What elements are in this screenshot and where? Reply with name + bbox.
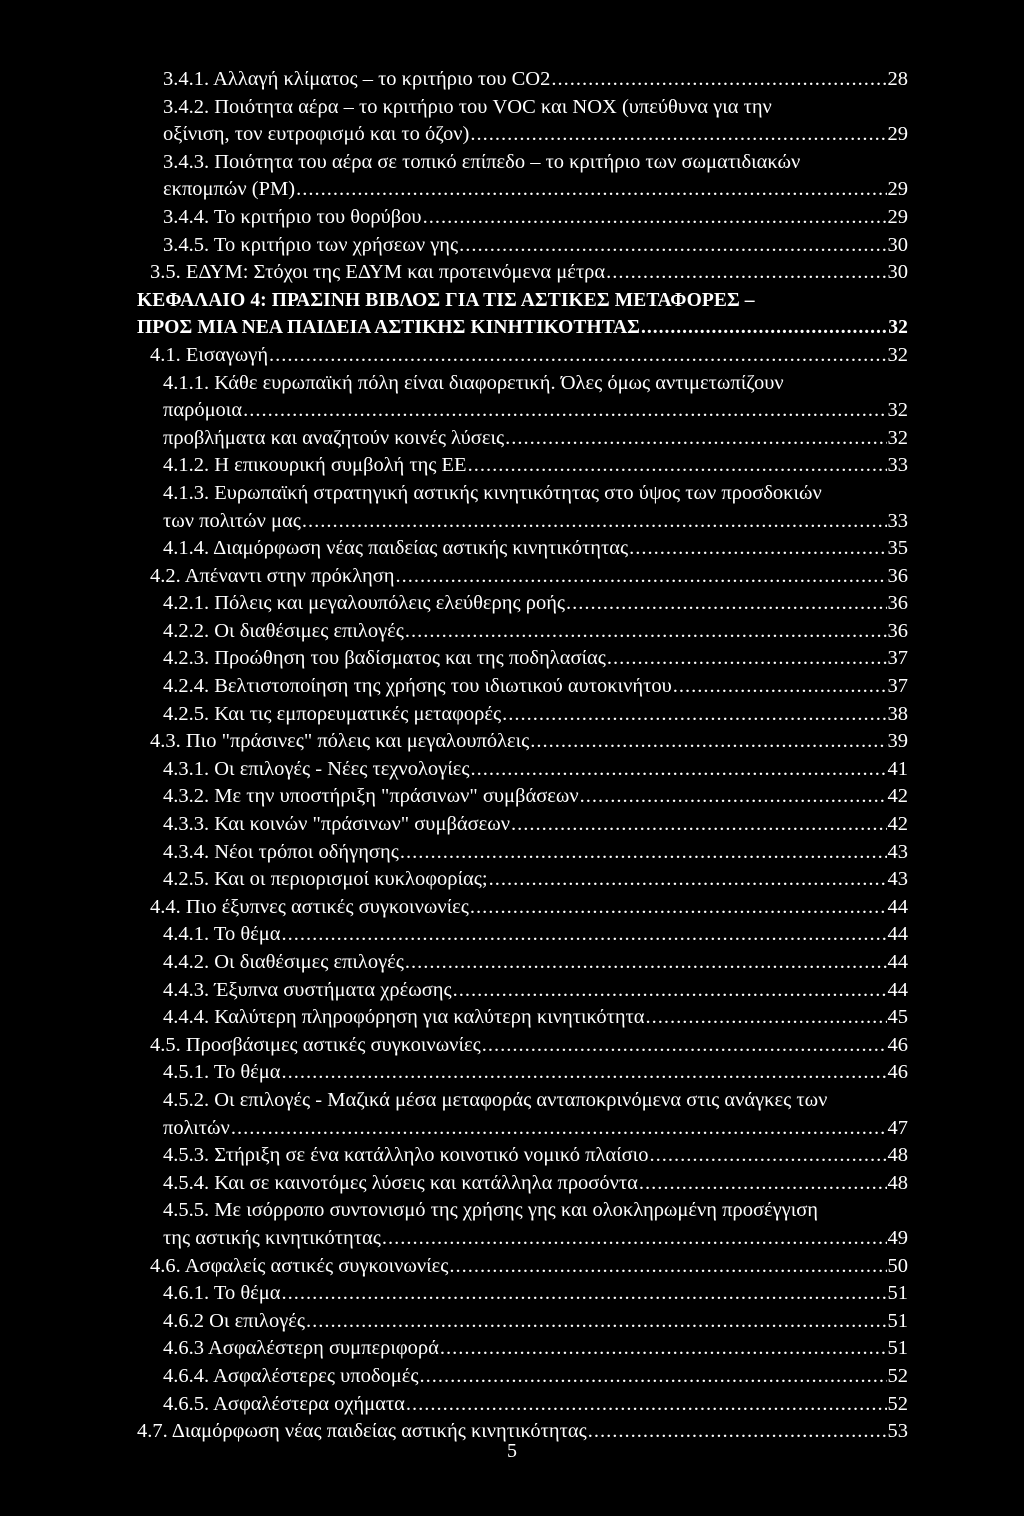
dot-leader: [453, 977, 887, 1005]
dot-leader: [405, 949, 887, 977]
toc-entry[interactable]: [0, 1004, 1024, 1032]
dot-leader: [282, 1059, 887, 1087]
dot-leader: [489, 866, 887, 894]
toc-line: [0, 1142, 1024, 1170]
toc-line: [0, 728, 1024, 756]
toc-entry[interactable]: [0, 370, 1024, 425]
dot-leader: [296, 176, 886, 204]
toc-line: [0, 756, 1024, 784]
dot-leader: [395, 563, 886, 591]
toc-entry[interactable]: [0, 1253, 1024, 1281]
dot-leader: [231, 1115, 887, 1143]
toc-page-number: 45: [887, 1006, 908, 1029]
toc-line: [0, 701, 1024, 729]
toc-entry[interactable]: [0, 866, 1024, 894]
toc-line: [0, 1225, 1024, 1253]
toc-entry[interactable]: [0, 425, 1024, 453]
toc-page-number: 30: [887, 261, 908, 284]
dot-leader: [502, 701, 886, 729]
toc-page-number: 44: [887, 978, 908, 1001]
toc-entry-title: 4.4.4. Καλύτερη πληροφόρηση για καλύτερη κινητικότητα: [163, 1006, 645, 1029]
toc-line: [0, 1197, 1024, 1225]
toc-entry-title: 4.6.4. Ασφαλέστερες υποδομές: [163, 1364, 419, 1387]
toc-page-number: 39: [887, 730, 908, 753]
dot-leader: [302, 508, 887, 536]
dot-leader: [405, 618, 887, 646]
toc-entry[interactable]: [0, 1391, 1024, 1419]
toc-page-number: 36: [887, 592, 908, 615]
toc-entry[interactable]: [0, 839, 1024, 867]
toc-line: [0, 1363, 1024, 1391]
toc-page-number: 29: [887, 178, 908, 201]
toc-entry[interactable]: [0, 645, 1024, 673]
toc-page-number: 44: [887, 951, 908, 973]
toc-entry[interactable]: [0, 1308, 1024, 1336]
toc-page-number: 47: [887, 1116, 908, 1139]
dot-leader: [566, 590, 886, 618]
toc-line: [0, 1280, 1024, 1308]
toc-page-number: 49: [887, 1226, 908, 1249]
toc-page-number: 29: [887, 205, 908, 228]
toc-entry[interactable]: [0, 977, 1024, 1005]
toc-page-number: 36: [887, 564, 908, 587]
toc-entry-title: 4.6.5. Ασφαλέστερα οχήματα: [163, 1392, 405, 1415]
dot-leader: [449, 1253, 886, 1281]
toc-line: [0, 535, 1024, 563]
toc-entry-title: 4.6. Ασφαλείς αστικές συγκοινωνίες: [150, 1254, 449, 1277]
dot-leader: [423, 204, 887, 232]
toc-page-number: 44: [887, 895, 908, 918]
dot-leader: [406, 1391, 887, 1419]
dot-leader: [639, 1170, 887, 1198]
toc-line: [0, 94, 1024, 122]
toc-entry-title: 4.1.2. Η επικουρική συμβολή της ΕΕ: [163, 454, 467, 477]
toc-entry-title: της αστικής κινητικότητας: [163, 1226, 381, 1249]
toc-line: [0, 1004, 1024, 1032]
toc-page-number: 52: [887, 1392, 908, 1415]
toc-entry-title: 4.4. Πιο έξυπνες αστικές συγκοινωνίες: [150, 895, 469, 918]
toc-line: [0, 949, 1024, 977]
toc-entry[interactable]: [0, 259, 1024, 287]
toc-entry-title: προβλήματα και αναζητούν κοινές λύσεις: [163, 426, 505, 449]
toc-entry[interactable]: [0, 1087, 1024, 1142]
toc-entry[interactable]: [0, 1142, 1024, 1170]
toc-entry-title: 4.5. Προσβάσιμες αστικές συγκοινωνίες: [150, 1033, 481, 1056]
toc-entry[interactable]: [0, 232, 1024, 260]
toc-page-number: 30: [887, 233, 908, 256]
toc-entry-title: πολιτών: [163, 1116, 230, 1139]
toc-line: [0, 259, 1024, 287]
toc-entry[interactable]: [0, 535, 1024, 563]
toc-entry-title: 4.2.2. Οι διαθέσιμες επιλογές: [163, 619, 404, 642]
toc-page-number: 51: [887, 1282, 908, 1305]
toc-page-number: 48: [887, 1144, 908, 1167]
toc-entry-title: 4.5.5. Με ισόρροπο συντονισμό της χρήσης γης και ολοκληρωμένη προσέγγιση: [163, 1199, 819, 1222]
toc-line: [0, 1087, 1024, 1115]
dot-leader: [482, 1032, 887, 1060]
dot-leader: [282, 1280, 887, 1308]
toc-line: [0, 1308, 1024, 1336]
toc-line: [0, 1170, 1024, 1198]
toc-entry-title: 4.5.4. Και σε καινοτόμες λύσεις και κατάλληλα προσόντα: [163, 1171, 638, 1194]
toc-line: [0, 342, 1024, 370]
toc-entry[interactable]: [0, 66, 1024, 94]
toc-entry-title: 4.3. Πιο "πράσινες" πόλεις και μεγαλουπόλεις: [150, 730, 530, 753]
toc-entry-title: 4.4.1. Το θέμα: [163, 923, 281, 946]
toc-entry-title: εκπομπών (PM): [163, 178, 296, 201]
dot-leader: [505, 425, 886, 453]
toc-entry-title: 4.1.3. Ευρωπαϊκή στρατηγική αστικής κινητικότητας στο ύψος των προσδοκιών: [163, 481, 822, 504]
toc-entry[interactable]: [0, 1363, 1024, 1391]
toc-page-number: 51: [887, 1309, 908, 1332]
toc-entry[interactable]: [0, 756, 1024, 784]
toc-line: [0, 232, 1024, 260]
toc-entry-title: 4.2.4. Βελτιστοποίηση της χρήσης του ιδιωτικού αυτοκινήτου: [163, 675, 672, 698]
dot-leader: [673, 673, 887, 701]
toc-line: [0, 370, 1024, 398]
toc-line: [0, 866, 1024, 894]
dot-leader: [607, 645, 887, 673]
toc-entry-title: των πολιτών μας: [163, 509, 301, 532]
toc-page-number: 32: [887, 343, 908, 366]
toc-line: [0, 977, 1024, 1005]
toc-entry[interactable]: [0, 728, 1024, 756]
toc-page-number: 43: [887, 868, 908, 891]
toc-entry-title: 4.4.3. Έξυπνα συστήματα χρέωσης: [163, 978, 452, 1001]
toc-line: [0, 176, 1024, 204]
page-number: 5: [507, 1440, 517, 1462]
toc-page-number: 53: [887, 1420, 908, 1443]
dot-leader: [649, 1142, 886, 1170]
toc-line: [0, 1059, 1024, 1087]
toc-line: [0, 397, 1024, 425]
toc-entry-title: 4.3.4. Νέοι τρόποι οδήγησης: [163, 840, 399, 863]
toc-entry[interactable]: [0, 1170, 1024, 1198]
toc-page-number: 44: [887, 923, 908, 946]
toc-entry-title: ΚΕΦΑΛΑΙΟ 4: ΠΡΑΣΙΝΗ ΒΙΒΛΟΣ ΓΙΑ ΤΙΣ ΑΣΤΙΚΕΣ ΜΕΤΑΦΟΡΕΣ –: [137, 289, 755, 311]
toc-entry-title: 3.4.5. Το κριτήριο των χρήσεων γης: [163, 233, 459, 256]
toc-line: [0, 618, 1024, 646]
table-of-contents: [0, 66, 1024, 1446]
toc-page-number: 42: [887, 785, 908, 808]
dot-leader: [306, 1308, 886, 1336]
toc-entry-title: 3.5. ΕΔΥΜ: Στόχοι της ΕΔΥΜ και προτεινόμενα μέτρα: [150, 261, 606, 284]
toc-entry-title: οξίνιση, τον ευτροφισμό και το όζον): [163, 123, 470, 146]
toc-line: [0, 287, 1024, 315]
dot-leader: [470, 894, 887, 922]
toc-entry-title: 4.2.5. Και οι περιορισμοί κυκλοφορίας;: [163, 868, 488, 891]
toc-entry-title: 4.3.3. Και κοινών "πράσινων" συμβάσεων: [163, 813, 511, 836]
toc-page-number: 48: [887, 1171, 908, 1194]
toc-entry[interactable]: [0, 783, 1024, 811]
toc-page-number: 43: [887, 840, 908, 863]
toc-line: [0, 121, 1024, 149]
dot-leader: [282, 921, 887, 949]
toc-line: [0, 508, 1024, 536]
toc-line: [0, 783, 1024, 811]
toc-entry-title: 4.3.2. Με την υποστήριξη "πράσινων" συμβάσεων: [163, 785, 579, 808]
dot-leader: [511, 811, 886, 839]
toc-page-number: 41: [887, 757, 908, 780]
toc-entry-title: 4.1.4. Διαμόρφωση νέας παιδείας αστικής κινητικότητας: [163, 537, 629, 560]
dot-leader: [470, 121, 886, 149]
toc-entry[interactable]: [0, 921, 1024, 949]
toc-line: [0, 811, 1024, 839]
toc-entry-title: 3.4.2. Ποιότητα αέρα – το κριτήριο του VOC και NOX (υπεύθυνα για την: [163, 95, 772, 118]
toc-line: [0, 645, 1024, 673]
toc-line: [0, 1391, 1024, 1419]
toc-entry[interactable]: [0, 287, 1024, 342]
toc-page-number: 35: [887, 537, 908, 560]
dot-leader: [269, 342, 886, 370]
toc-line: [0, 1115, 1024, 1143]
toc-entry-title: 4.4.2. Οι διαθέσιμες επιλογές: [163, 951, 404, 973]
toc-entry-title: 4.6.2 Οι επιλογές: [163, 1309, 306, 1332]
toc-entry-title: 4.2.5. Και τις εμπορευματικές μεταφορές: [163, 702, 502, 725]
toc-page-number: 36: [887, 619, 908, 642]
toc-entry-title: 4.2. Απέναντι στην πρόκληση: [150, 564, 395, 587]
toc-entry-title: 4.7. Διαμόρφωση νέας παιδείας αστικής κινητικότητας: [137, 1420, 587, 1443]
toc-entry-title: 4.2.3. Προώθηση του βαδίσματος και της ποδηλασίας: [163, 647, 606, 670]
toc-entry[interactable]: [0, 701, 1024, 729]
toc-line: [0, 673, 1024, 701]
toc-entry-title: 4.1. Εισαγωγή: [150, 343, 269, 366]
toc-line: [0, 149, 1024, 177]
toc-entry[interactable]: [0, 342, 1024, 370]
toc-entry[interactable]: [0, 1335, 1024, 1363]
toc-line: [0, 839, 1024, 867]
dot-leader: [551, 66, 886, 94]
dot-leader: [629, 535, 886, 563]
toc-page-number: 33: [887, 454, 908, 477]
toc-entry-title: 3.4.1. Αλλαγή κλίματος – το κριτήριο του CO2: [163, 68, 551, 90]
toc-page-number: 46: [887, 1061, 908, 1084]
toc-line: [0, 314, 1024, 342]
toc-entry[interactable]: [0, 480, 1024, 535]
dot-leader: [382, 1225, 887, 1253]
dot-leader: [400, 839, 887, 867]
toc-entry-title: 4.6.3 Ασφαλέστερη συμπεριφορά: [163, 1337, 439, 1360]
toc-entry[interactable]: [0, 563, 1024, 591]
toc-line: [0, 204, 1024, 232]
toc-entry[interactable]: [0, 94, 1024, 149]
toc-page-number: 46: [887, 1033, 908, 1056]
dot-leader: [580, 783, 887, 811]
toc-entry-title: ΠΡΟΣ ΜΙΑ ΝΕΑ ΠΑΙΔΕΙΑ ΑΣΤΙΚΗΣ ΚΙΝΗΤΙΚΟΤΗΤΑΣ: [137, 317, 640, 339]
toc-page-number: 28: [887, 68, 908, 90]
dot-leader: [459, 232, 886, 260]
dot-leader: [470, 756, 886, 784]
toc-page-number: 42: [887, 813, 908, 836]
dot-leader: [468, 452, 887, 480]
toc-line: [0, 921, 1024, 949]
dot-leader: [440, 1335, 887, 1363]
toc-line: [0, 1032, 1024, 1060]
toc-entry-title: 4.5.3. Στήριξη σε ένα κατάλληλο κοινοτικό νομικό πλαίσιο: [163, 1144, 649, 1167]
toc-entry-title: 4.5.1. Το θέμα: [163, 1061, 281, 1084]
toc-line: [0, 452, 1024, 480]
toc-page-number: 37: [887, 647, 908, 670]
toc-line: [0, 894, 1024, 922]
toc-page-number: 50: [887, 1254, 908, 1277]
toc-line: [0, 480, 1024, 508]
toc-entry-title: 4.1.1. Κάθε ευρωπαϊκή πόλη είναι διαφορετική. Όλες όμως αντιμετωπίζουν: [163, 371, 784, 394]
toc-page-number: 37: [887, 675, 908, 698]
dot-leader: [646, 1004, 887, 1032]
toc-line: [0, 563, 1024, 591]
dot-leader: [641, 314, 887, 342]
toc-entry[interactable]: [0, 1032, 1024, 1060]
toc-entry[interactable]: [0, 894, 1024, 922]
toc-entry[interactable]: [0, 204, 1024, 232]
toc-page-number: 38: [887, 702, 908, 725]
toc-page-number: 32: [887, 426, 908, 449]
toc-entry[interactable]: [0, 590, 1024, 618]
toc-line: [0, 66, 1024, 94]
dot-leader: [530, 728, 886, 756]
toc-line: [0, 425, 1024, 453]
toc-entry[interactable]: [0, 618, 1024, 646]
toc-page-number: 51: [887, 1337, 908, 1360]
toc-entry-title: παρόμοια: [163, 399, 243, 422]
toc-entry-title: 4.3.1. Οι επιλογές - Νέες τεχνολογίες: [163, 757, 470, 780]
toc-line: [0, 590, 1024, 618]
toc-entry[interactable]: [0, 149, 1024, 204]
dot-leader: [606, 259, 886, 287]
toc-entry[interactable]: [0, 949, 1024, 977]
toc-page-number: 32: [888, 317, 908, 339]
toc-page-number: 33: [887, 509, 908, 532]
toc-entry[interactable]: [0, 452, 1024, 480]
toc-entry[interactable]: [0, 1059, 1024, 1087]
toc-entry-title: 3.4.4. Το κριτήριο του θορύβου: [163, 205, 422, 228]
toc-entry[interactable]: [0, 1197, 1024, 1252]
dot-leader: [419, 1363, 886, 1391]
toc-line: [0, 1335, 1024, 1363]
toc-page-number: 29: [887, 123, 908, 146]
toc-entry[interactable]: [0, 1280, 1024, 1308]
dot-leader: [243, 397, 886, 425]
toc-entry-title: 3.4.3. Ποιότητα του αέρα σε τοπικό επίπεδο – το κριτήριο των σωματιδιακών: [163, 150, 801, 173]
toc-entry-title: 4.2.1. Πόλεις και μεγαλουπόλεις ελεύθερης ροής: [163, 592, 566, 615]
toc-line: [0, 1253, 1024, 1281]
toc-entry-title: 4.5.2. Οι επιλογές - Μαζικά μέσα μεταφοράς ανταποκρινόμενα στις ανάγκες των: [163, 1088, 828, 1111]
toc-page-number: 52: [887, 1364, 908, 1387]
toc-entry[interactable]: [0, 673, 1024, 701]
toc-entry-title: 4.6.1. Το θέμα: [163, 1282, 281, 1305]
toc-entry[interactable]: [0, 811, 1024, 839]
toc-page-number: 32: [887, 399, 908, 422]
